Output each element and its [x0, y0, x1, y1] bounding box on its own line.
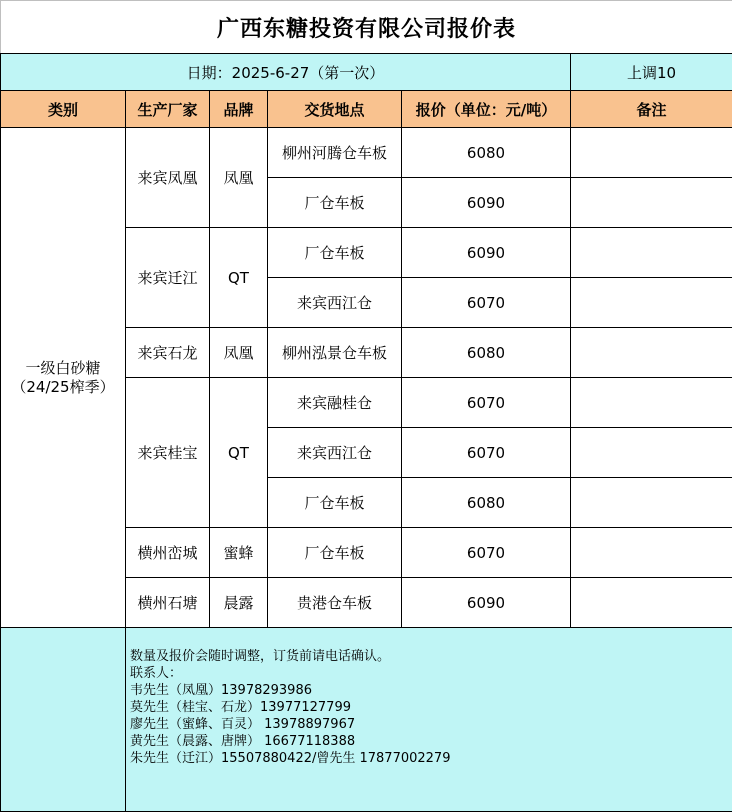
- brand-cell: 晨露: [210, 578, 268, 628]
- price-cell: 6090: [402, 578, 571, 628]
- producer-cell: 来宾凤凰: [126, 128, 210, 228]
- notes-left-cell: [1, 628, 126, 812]
- delivery-cell: 来宾融桂仓: [268, 378, 402, 428]
- contact-line: 朱先生（迁江）15507880422/曾先生 17877002279: [130, 750, 732, 767]
- remark-cell: [571, 128, 732, 178]
- remark-cell: [571, 278, 732, 328]
- producer-cell: 横州石塘: [126, 578, 210, 628]
- delivery-cell: 柳州泓景仓车板: [268, 328, 402, 378]
- price-cell: 6080: [402, 128, 571, 178]
- price-cell: 6080: [402, 328, 571, 378]
- delivery-cell: 柳州河腾仓车板: [268, 128, 402, 178]
- remark-cell: [571, 178, 732, 228]
- price-cell: 6070: [402, 528, 571, 578]
- brand-cell: 蜜蜂: [210, 528, 268, 578]
- price-cell: 6090: [402, 178, 571, 228]
- delivery-cell: 厂仓车板: [268, 478, 402, 528]
- price-cell: 6070: [402, 378, 571, 428]
- price-cell: 6070: [402, 278, 571, 328]
- category-name: 一级白砂糖: [1, 359, 125, 378]
- remark-cell: [571, 478, 732, 528]
- remark-cell: [571, 378, 732, 428]
- contact-line: 莫先生（桂宝、石龙）13977127799: [130, 699, 732, 716]
- notes-cell: [126, 628, 732, 812]
- header-brand: 品牌: [210, 91, 268, 128]
- contact-line: 韦先生（凤凰）13978293986: [130, 682, 732, 699]
- delivery-cell: 贵港仓车板: [268, 578, 402, 628]
- brand-cell: 凤凰: [210, 128, 268, 228]
- sheet-title: 广西东糖投资有限公司报价表: [1, 1, 732, 54]
- contact-line: 黄先生（晨露、唐牌） 16677118388: [130, 733, 732, 750]
- remark-cell: [571, 328, 732, 378]
- price-cell: 6080: [402, 478, 571, 528]
- remark-cell: [571, 528, 732, 578]
- price-cell: 6090: [402, 228, 571, 278]
- header-category: 类别: [1, 91, 126, 128]
- header-producer: 生产厂家: [126, 91, 210, 128]
- delivery-cell: 来宾西江仓: [268, 278, 402, 328]
- price-cell: 6070: [402, 428, 571, 478]
- notes-disclaimer: 数量及报价会随时调整，订货前请电话确认。: [130, 648, 732, 665]
- delivery-cell: 厂仓车板: [268, 228, 402, 278]
- remark-cell: [571, 578, 732, 628]
- producer-cell: 来宾桂宝: [126, 378, 210, 528]
- header-row: [1, 91, 732, 128]
- contact-label: 联系人：: [130, 665, 732, 682]
- brand-cell: QT: [210, 228, 268, 328]
- header-price: 报价（单位：元/吨）: [402, 91, 571, 128]
- category-cell: [1, 128, 126, 628]
- table-row: [1, 128, 732, 178]
- header-delivery: 交货地点: [268, 91, 402, 128]
- brand-cell: QT: [210, 378, 268, 528]
- producer-cell: 横州峦城: [126, 528, 210, 578]
- brand-cell: 凤凰: [210, 328, 268, 378]
- producer-cell: 来宾迁江: [126, 228, 210, 328]
- contact-line: 廖先生（蜜蜂、百灵） 13978897967: [130, 716, 732, 733]
- delivery-cell: 来宾西江仓: [268, 428, 402, 478]
- category-season: （24/25榨季）: [1, 378, 125, 397]
- delivery-cell: 厂仓车板: [268, 178, 402, 228]
- header-remark: 备注: [571, 91, 732, 128]
- notes-row: [1, 628, 732, 812]
- date-line: 日期：2025-6-27（第一次）: [1, 54, 571, 91]
- remark-cell: [571, 428, 732, 478]
- producer-cell: 来宾石龙: [126, 328, 210, 378]
- remark-cell: [571, 228, 732, 278]
- price-adjustment: 上调10: [571, 54, 732, 91]
- delivery-cell: 厂仓车板: [268, 528, 402, 578]
